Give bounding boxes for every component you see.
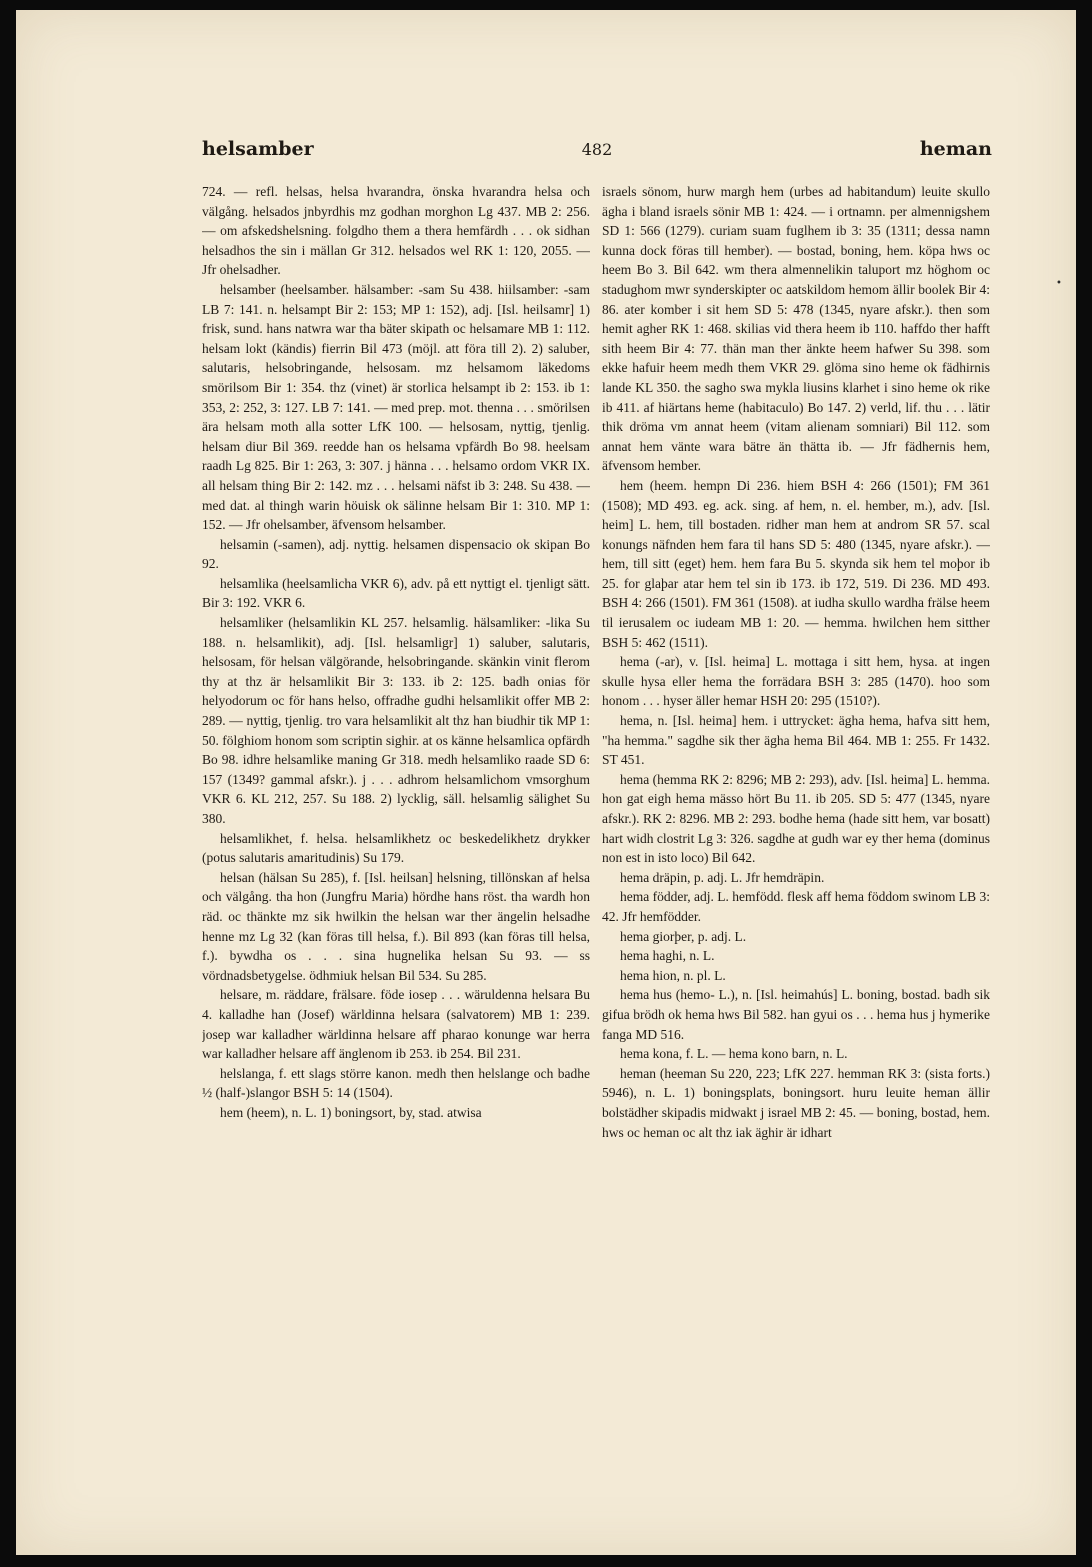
entry-helsamlika: helsamlika (heelsamlicha VKR 6), adv. på ett nyttigt el. tjenligt sätt. Bir 3: 192. VKR 6. [202,575,590,611]
entry-continuation: 724. — refl. helsas, helsa hvarandra, önska hvarandra helsa och välgång. helsados jnbyrdhis mz godhan morghon Lg 437. MB 2: 256. — om afskedshelsning. folgdho them a thera hemfärdh . . . ok sidhan helsadhos the sin i mällan Gr 312. helsados wel RK 1: 120, 2055. — Jfr ohelsadher. [202,184,590,278]
left-running-headword: helsamber [202,138,314,160]
entry-hema-adverb: hema (hemma RK 2: 8296; MB 2: 293), adv. [Isl. heima] L. hemma. hon gat eigh hema mässo hört Bu 11. ib 205. SD 5: 477 (1345, nyare afskr.). RK 2: 8296. MB 2: 293. bodhe hema (hade sitt hem, var bosatt) hart widh clostrit Lg 3: 326. sagdhe at gudh war ey ther hema (dominus non est in isto loco) Bil 642. [602,771,990,866]
entry-hema-kona: hema kona, f. L. — hema kono barn, n. L. [620,1046,848,1062]
left-column [202,182,590,1542]
page-header [202,138,992,168]
entry-hema-giorper: hema giorþer, p. adj. L. [620,928,747,944]
entry-helslanga: helslanga, f. ett slags större kanon. medh then helslange och badhe ½ (half-)slangor BSH 5: 14 (1504). [202,1065,590,1101]
dictionary-page [16,10,1076,1555]
entry-helsamlikhet: helsamlikhet, f. helsa. helsamlikhetz oc beskedelikhetz drykker (potus salutaris amaritudinis) Su 179. [202,830,590,866]
entry-hema-drapin: hema dräpin, p. adj. L. Jfr hemdräpin. [620,869,825,885]
entry-hema-hus: hema hus (hemo- L.), n. [Isl. heimahús] L. boning, bostad. badh sik gifua brödh ok hema hws Bil 582. han gyui os . . . hema hus j hymerike fanga MD 516. [602,987,990,1042]
right-column [602,182,990,1542]
entry-helsare: helsare, m. räddare, frälsare. föde iosep . . . wäruldenna helsara Bu 4. kalladhe han (Josef) wärldinna helsara (salvatorem) MB 1: 239. josep war kalladher wärldinna helsare aff pharao konunge war herra war kalladher helsare aff änglenom ib 253. ib 254. Bil 231. [202,987,590,1062]
entry-continuation: israels sönom, hurw margh hem (urbes ad habitandum) leuite skullo ägha i bland israels sönir MB 1: 424. — i ortnamn. per almennigshem SD 1: 566 (1279). curiam suam fuglhem ib 3: 35 (1311; dessa namn kunna dock föras till hember). — bostad, boning, hem. köpa hws oc heem Bo 3. Bil 642. wm thera almennelikin taluport mz höghom oc stadughom mwr synderskipter oc aatskildom hemom ällir boolek Bir 4: 86. ater komber i sit hem SD 5: 478 (1345, nyare afskr.). then som hemit agher RK 1: 468. skilias vid thera heem ib 110. haffdo ther hafft sith heem Bir 4: 77. thän man ther änkte heem hafwer Su 398. som ekke hafuir heem medh them VKR 29. glöma sino heme ok fädhirnis lande KL 350. the sagho swa mykla liusins klarhet i sino heme ok rike ib 411. af hiärtans heme (habitaculo) Bo 147. 2) verld, lif. thu . . . lätir thik dröma vm annat heem (vitam alienam somniari) Bil 112. som annat hem vänte wara bätre än thätta ib. — Jfr fädhernis hem, äfvensom hember. [602,184,990,474]
entry-hema-fodder: hema födder, adj. L. hemfödd. flesk aff hema föddom swinom LB 3: 42. Jfr hemfödder. [602,889,990,924]
entry-helsamliker: helsamliker (helsamlikin KL 257. helsamlig. hälsamliker: -lika Su 188. n. helsamlikit), adj. [Isl. helsamligr] 1) saluber, salutaris, helsosam, för helsan välgörande, helsobringande. skänkin vinit flerom thy at thz är helsamlikit Bir 3: 133. ib 2: 125. badh onias för helyodorum oc för hans helso, offradhe gudhi helsamlikit offer MB 2: 289. — nyttig, tjenlig. tro vara helsamlikit alt thz han biudhir tik MP 1: 50. fölghiom honom som scriptin sighir. at os känne helsamlica opfärdh Bo 98. idhre helsamlike maning Gr 318. medh helsamliko raade SD 6: 157 (1349? gammal afskr.). j . . . adhrom helsamlichom vmsorghum VKR 6. KL 212, 257. Su 188. 2) lycklig, säll. helsamlig sälighet Su 380. [202,615,590,826]
entry-helsamin: helsamin (-samen), adj. nyttig. helsamen dispensacio ok skipan Bo 92. [202,536,590,572]
entry-helsan: helsan (hälsan Su 285), f. [Isl. heilsan] helsning, tillönskan af helsa och välgång. tha hon (Jungfru Maria) hördhe hans röst. tha wardh hon räd. oc thänkte mz sik hwilkin the helsan war ther ängelin helsadhe henne mz Lg 32 (kan föras till helsa, f.). Bil 893 (kan föras till helsa, f.). bywdha os . . . sina hugnelika helsan Su 93. — ss vördnadsbetygelse. ödhmiuk helsan Bil 534. Su 285. [202,869,590,983]
entry-heman: heman (heeman Su 220, 223; LfK 227. hemman RK 3: (sista forts.) 5946), n. L. 1) boningsplats, boningsort. huru leuite heman ällir bolstädher skipadis midwakt j israel MB 2: 45. — boning, bostad, hem. hws oc heman oc alt thz iak äghir är idhart [602,1065,990,1140]
entry-hema-hion: hema hion, n. pl. L. [620,967,726,983]
entry-hema-noun: hema, n. [Isl. heima] hem. i uttrycket: ägha hema, hafva sitt hem, "ha hemma." sagdhe sik ther ägha hema Bil 464. MB 1: 255. Fr 1432. ST 451. [602,713,990,768]
entry-hema-verb: hema (-ar), v. [Isl. heima] L. mottaga i sitt hem, hysa. at ingen skulle hysa eller hema the forrädara BSH 3: 285 (1470). hoo som honom . . . hyser äller hemar HSH 20: 295 (1510?). [602,654,990,709]
entry-hema-haghi: hema haghi, n. L. [620,948,715,964]
entry-hem-noun: hem (heem), n. L. 1) boningsort, by, stad. atwisa [220,1104,482,1120]
entry-helsamber: helsamber (heelsamber. hälsamber: -sam Su 438. hiilsamber: -sam LB 7: 141. n. helsampt Bir 2: 153; MP 1: 152), adj. [Isl. heilsamr] 1) frisk, sund. hans natwra war tha bäter skipath oc helsamare MB 1: 112. helsam lokt (kändis) fierrin Bil 473 (möjl. att föra till 2). 2) saluber, salutaris, helsobringande, helsosam. mz helsamom läkedoms smörilsom Bir 1: 354. thz (vinet) är storlica helsampt ib 2: 153. ib 1: 353, 2: 252, 3: 127. LB 7: 141. — med prep. mot. thenna . . . smörilsen ära helsam moth alla sotter LfK 100. — helsosam, nyttig, tjenlig. helsam diur Bil 369. reedde han os helsama vpfärdh Bo 98. heelsam raadh Lg 825. Bir 1: 263, 3: 307. j hänna . . . helsamo ordom VKR IX. all helsam thing Bir 2: 142. mz . . . helsami näfst ib 3: 248. Su 438. — med dat. al thingh warin höuisk ok sälinne helsam Bir 1: 310. MP 1: 152. — Jfr ohelsamber, äfvensom helsamber. [202,281,590,533]
entry-hem-adverb: hem (heem. hempn Di 236. hiem BSH 4: 266 (1501); FM 361 (1508); MD 493. eg. ack. sing. af hem, n. el. hember, m.), adv. [Isl. heim] L. hem, till bostaden. ridher man hem at androm SR 57. scal konungs näfnden hem fara til hans SD 5: 480 (1345, nyare afskr.). — hem, till sitt (eget) hem. hem fara Bu 5. skynda sik hem tel moþor ib 25. for glaþar atar hem tel sin ib 173. ib 172, 519. Di 236. MD 493. BSH 4: 266 (1501). FM 361 (1508). at iudha skullo wardha frälse heem til ierusalem oc iudeam MB 1: 20. — hemma. hwilchen hem sitther BSH 5: 462 (1511). [602,477,990,650]
margin-mark: • [1056,278,1062,289]
page-number: 482 [581,140,613,159]
right-running-headword: heman [919,138,992,160]
